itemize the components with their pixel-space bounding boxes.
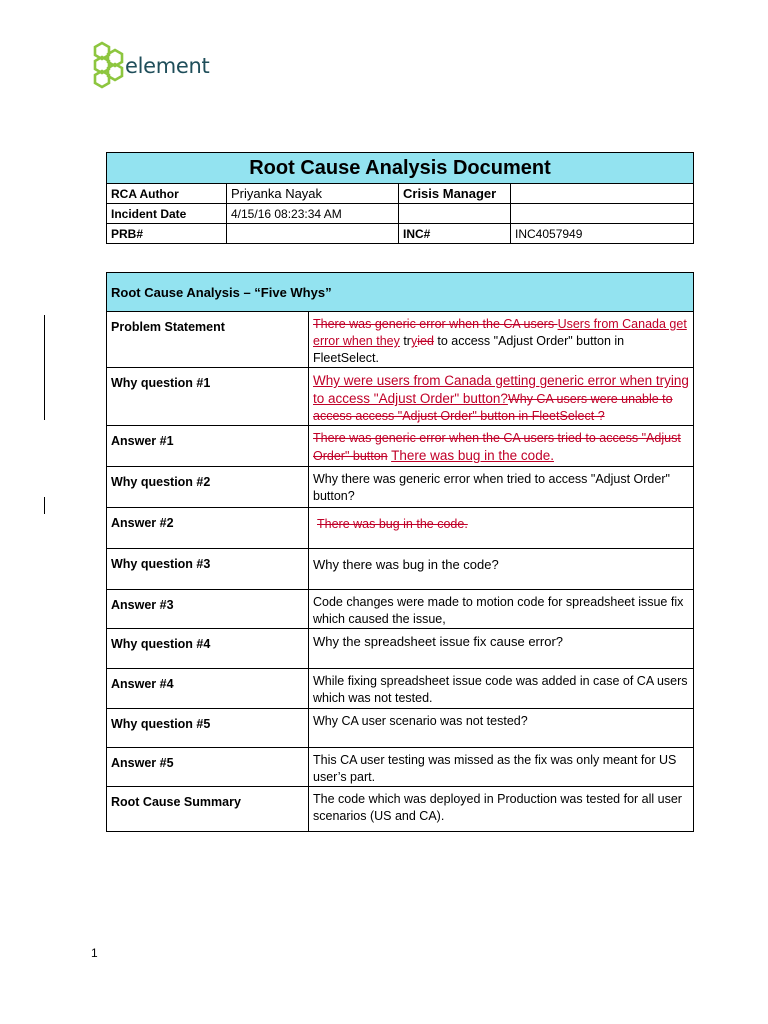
why-question-3-value: Why there was bug in the code? xyxy=(309,549,694,590)
answer-5-value: This CA user testing was missed as the fix was only meant for US user’s part. xyxy=(309,748,694,787)
answer-4-value: While fixing spreadsheet issue code was added in case of CA users which was not tested. xyxy=(309,669,694,709)
why-question-3-label: Why question #3 xyxy=(107,549,309,590)
answer-3-label: Answer #3 xyxy=(107,590,309,629)
inserted-text: Users from Canada get error when they xyxy=(313,317,687,348)
inc-value: INC4057949 xyxy=(511,224,694,244)
logo-wordmark: element xyxy=(125,54,210,78)
answer-1-label: Answer #1 xyxy=(107,426,309,467)
why-question-4-value: Why the spreadsheet issue fix cause error? xyxy=(309,629,694,669)
deleted-text: There was generic error when the CA users xyxy=(313,317,558,331)
answer-3-value: Code changes were made to motion code for spreadsheet issue fix which caused the issue, xyxy=(309,590,694,629)
rca-author-value: Priyanka Nayak xyxy=(227,184,399,204)
inc-label: INC# xyxy=(399,224,511,244)
answer-1-value xyxy=(309,426,694,467)
page-number: 1 xyxy=(91,946,98,960)
text: to access "Adjust Order" button in FleetSelect. xyxy=(313,334,625,365)
empty-cell xyxy=(511,204,694,224)
deleted-text: Why CA users were unable to access access "Adjust Order" button in FleetSelect ? xyxy=(313,392,673,423)
document-title: Root Cause Analysis Document xyxy=(107,153,694,184)
empty-cell xyxy=(399,204,511,224)
answer-2-label: Answer #2 xyxy=(107,508,309,549)
text: tr xyxy=(399,334,411,348)
deleted-text: There was generic error when the CA users tried to access "Adjust Order" button xyxy=(313,431,681,463)
problem-statement-label: Problem Statement xyxy=(107,312,309,368)
rca-author-label: RCA Author xyxy=(107,184,227,204)
why-question-4-label: Why question #4 xyxy=(107,629,309,669)
inserted-text: y xyxy=(410,334,418,348)
answer-4-label: Answer #4 xyxy=(107,669,309,709)
why-question-2-value: Why there was generic error when tried to access "Adjust Order" button? xyxy=(309,467,694,508)
why-question-5-value: Why CA user scenario was not tested? xyxy=(309,709,694,748)
answer-5-label: Answer #5 xyxy=(107,748,309,787)
change-bar xyxy=(44,497,45,514)
why-question-1-value xyxy=(309,368,694,426)
incident-date-label: Incident Date xyxy=(107,204,227,224)
why-question-5-label: Why question #5 xyxy=(107,709,309,748)
change-bar xyxy=(44,315,45,420)
problem-statement-value xyxy=(309,312,694,368)
root-cause-summary-label: Root Cause Summary xyxy=(107,787,309,832)
answer-2-value xyxy=(309,508,694,549)
inserted-text: There was bug in the code. xyxy=(391,448,554,463)
incident-date-value: 4/15/16 08:23:34 AM xyxy=(227,204,399,224)
prb-label: PRB# xyxy=(107,224,227,244)
deleted-text: ied xyxy=(417,334,434,348)
inserted-text: Why were users from Canada getting generic error when trying to access "Adjust Order" button? xyxy=(313,373,689,406)
five-whys-table xyxy=(106,272,694,832)
crisis-manager-label: Crisis Manager xyxy=(399,184,511,204)
deleted-text: There was bug in the code. xyxy=(317,517,468,531)
root-cause-summary-value: The code which was deployed in Production was tested for all user scenarios (US and CA). xyxy=(309,787,694,832)
rca-header-table xyxy=(106,152,694,244)
five-whys-heading: Root Cause Analysis – “Five Whys” xyxy=(107,273,694,312)
prb-value xyxy=(227,224,399,244)
why-question-2-label: Why question #2 xyxy=(107,467,309,508)
why-question-1-label: Why question #1 xyxy=(107,368,309,426)
crisis-manager-value xyxy=(511,184,694,204)
